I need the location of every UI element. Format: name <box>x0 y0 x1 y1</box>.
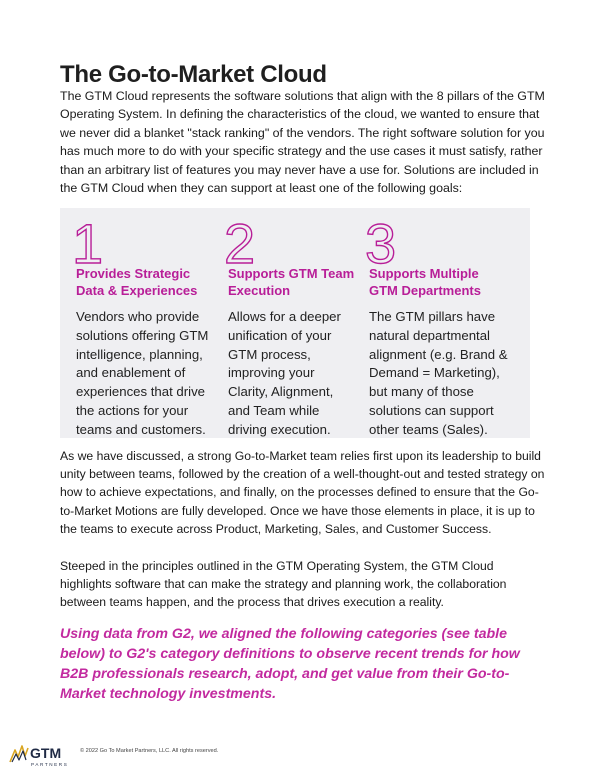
body-paragraph-1: As we have discussed, a strong Go-to-Market team relies first upon its leadership to build unity between teams, followed by the creation of a well-thought-out and tested strategy on how to achieve expectations, and finally, on the processes defined to ensure that the Go-to-Market Motions are fully developed. Once we have those elements in place, it is up to the teams to execute across Product, Marketing, Sales, and Customer Success. <box>60 449 545 536</box>
body-paragraph-2: Steeped in the principles outlined in the GTM Operating System, the GTM Cloud highlights software that can make the strategy and planning work, the collaboration between teams happen, and the process that drives execution a reality. <box>60 559 507 610</box>
logo-subtext: PARTNERS <box>31 762 69 767</box>
intro-paragraph: The GTM Cloud represents the software solutions that align with the 8 pillars of the GTM Operating System. In defining the characteristics of the cloud, we wanted to ensure that we never did a blanket "stack ranking" of the vendors. The right software solution for you has much more to do with your specific strategy and the use cases it must satisfy, rather than an arbitrary list of features you may never have a use for. Solutions are included in the GTM Cloud when they can support at least one of the following goals: <box>60 89 545 196</box>
logo-text: GTM <box>30 745 62 761</box>
goals-panel <box>60 208 530 438</box>
goal-number: 3 <box>365 212 397 275</box>
goal-heading: Supports GTM Team Execution <box>228 266 355 298</box>
copyright-text: © 2022 Go To Market Partners, LLC. All rights reserved. <box>80 748 219 754</box>
goal-description: Vendors who provide solutions offering GTM intelligence, planning, and enablement of experiences that drive the actions for your teams and customers. <box>76 309 209 437</box>
page-title: The Go-to-Market Cloud <box>60 61 327 88</box>
logo-mark-icon <box>10 746 28 762</box>
goal-description: Allows for a deeper unification of your GTM process, improving your Clarity, Alignment, and Team while driving execution. <box>228 309 341 437</box>
goal-number: 2 <box>224 212 256 275</box>
goal-heading: Supports Multiple GTM Departments <box>369 266 481 298</box>
callout-text: Using data from G2, we aligned the following categories (see table below) to G2's category definitions to observe recent trends for how B2B professionals research, adopt, and get value from their Go-to-Market technology investments. <box>60 626 520 702</box>
gtm-partners-logo <box>8 738 72 770</box>
goal-heading: Provides Strategic Data & Experiences <box>76 266 198 298</box>
goal-number: 1 <box>72 212 104 275</box>
goal-description: The GTM pillars have natural departmental alignment (e.g. Brand & Demand = Marketing), but many of those solutions can support other teams (Sales). <box>369 309 508 437</box>
